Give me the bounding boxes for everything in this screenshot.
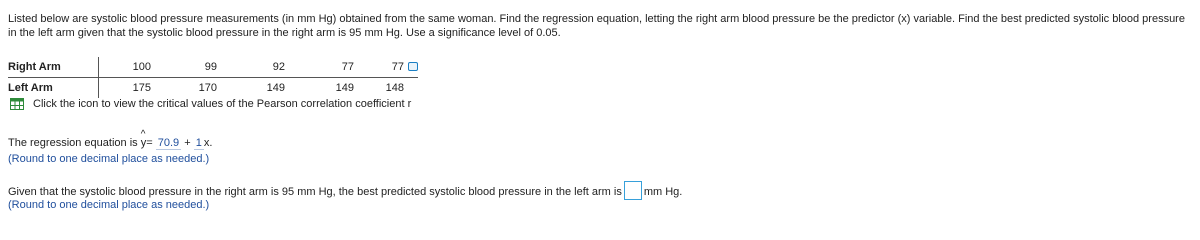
table-grid-icon[interactable] (10, 98, 24, 110)
hat-symbol: ^ (140, 129, 146, 140)
table-cell-value: 148 (385, 82, 404, 94)
table-cell: 149 (266, 82, 285, 94)
intercept-answer[interactable]: 70.9 (157, 137, 180, 149)
predicted-value-input[interactable] (624, 181, 642, 200)
y-symbol: y (140, 137, 147, 149)
table-cell: 100 (99, 57, 152, 78)
row-label-left-arm: Left Arm (8, 78, 99, 99)
table-cell: 92 (217, 57, 285, 78)
prediction-prefix: Given that the systolic blood pressure in the right arm is 95 mm Hg, the best predicted systolic blood pressure in the left arm is (8, 186, 622, 198)
table-cell: 149 (335, 82, 354, 94)
rounding-note-2: (Round to one decimal place as needed.) (8, 199, 210, 211)
problem-statement: Listed below are systolic blood pressure measurements (in mm Hg) obtained from the same woman. Find the regression equation, letting the right arm blood pressure be the predictor (x) variable. Find the best predicted systolic blood pressure in the left arm given that the systolic blood pressure in the right arm is 95 mm Hg. Use a significance level of 0.05. (8, 13, 1185, 39)
prediction-unit: mm Hg. (643, 186, 683, 198)
x-variable: x. (203, 137, 213, 149)
plus-sign: + (184, 137, 191, 149)
table-cell: 77 (285, 57, 354, 78)
equals-sign: = (146, 137, 153, 149)
table-cell: 99 (151, 57, 217, 78)
regression-equation-line (8, 129, 213, 149)
table-row-left-arm (8, 78, 418, 99)
critical-values-link[interactable]: Click the icon to view the critical values of the Pearson correlation coefficient r (33, 98, 412, 110)
regression-prefix: The regression equation is (8, 137, 138, 149)
row-label-right-arm: Right Arm (8, 57, 99, 78)
table-cell: 175 (132, 82, 151, 94)
slope-answer[interactable]: 1 (195, 137, 202, 149)
copy-icon[interactable] (408, 62, 418, 71)
table-cell (354, 78, 418, 99)
table-cell: 170 (198, 82, 217, 94)
table-cell-last (354, 57, 418, 78)
y-hat-symbol (140, 129, 147, 149)
table-cell-value: 77 (391, 61, 404, 73)
data-table (8, 57, 418, 98)
prediction-line (8, 181, 682, 200)
rounding-note-1: (Round to one decimal place as needed.) (8, 153, 210, 165)
table-row-right-arm (8, 57, 418, 78)
